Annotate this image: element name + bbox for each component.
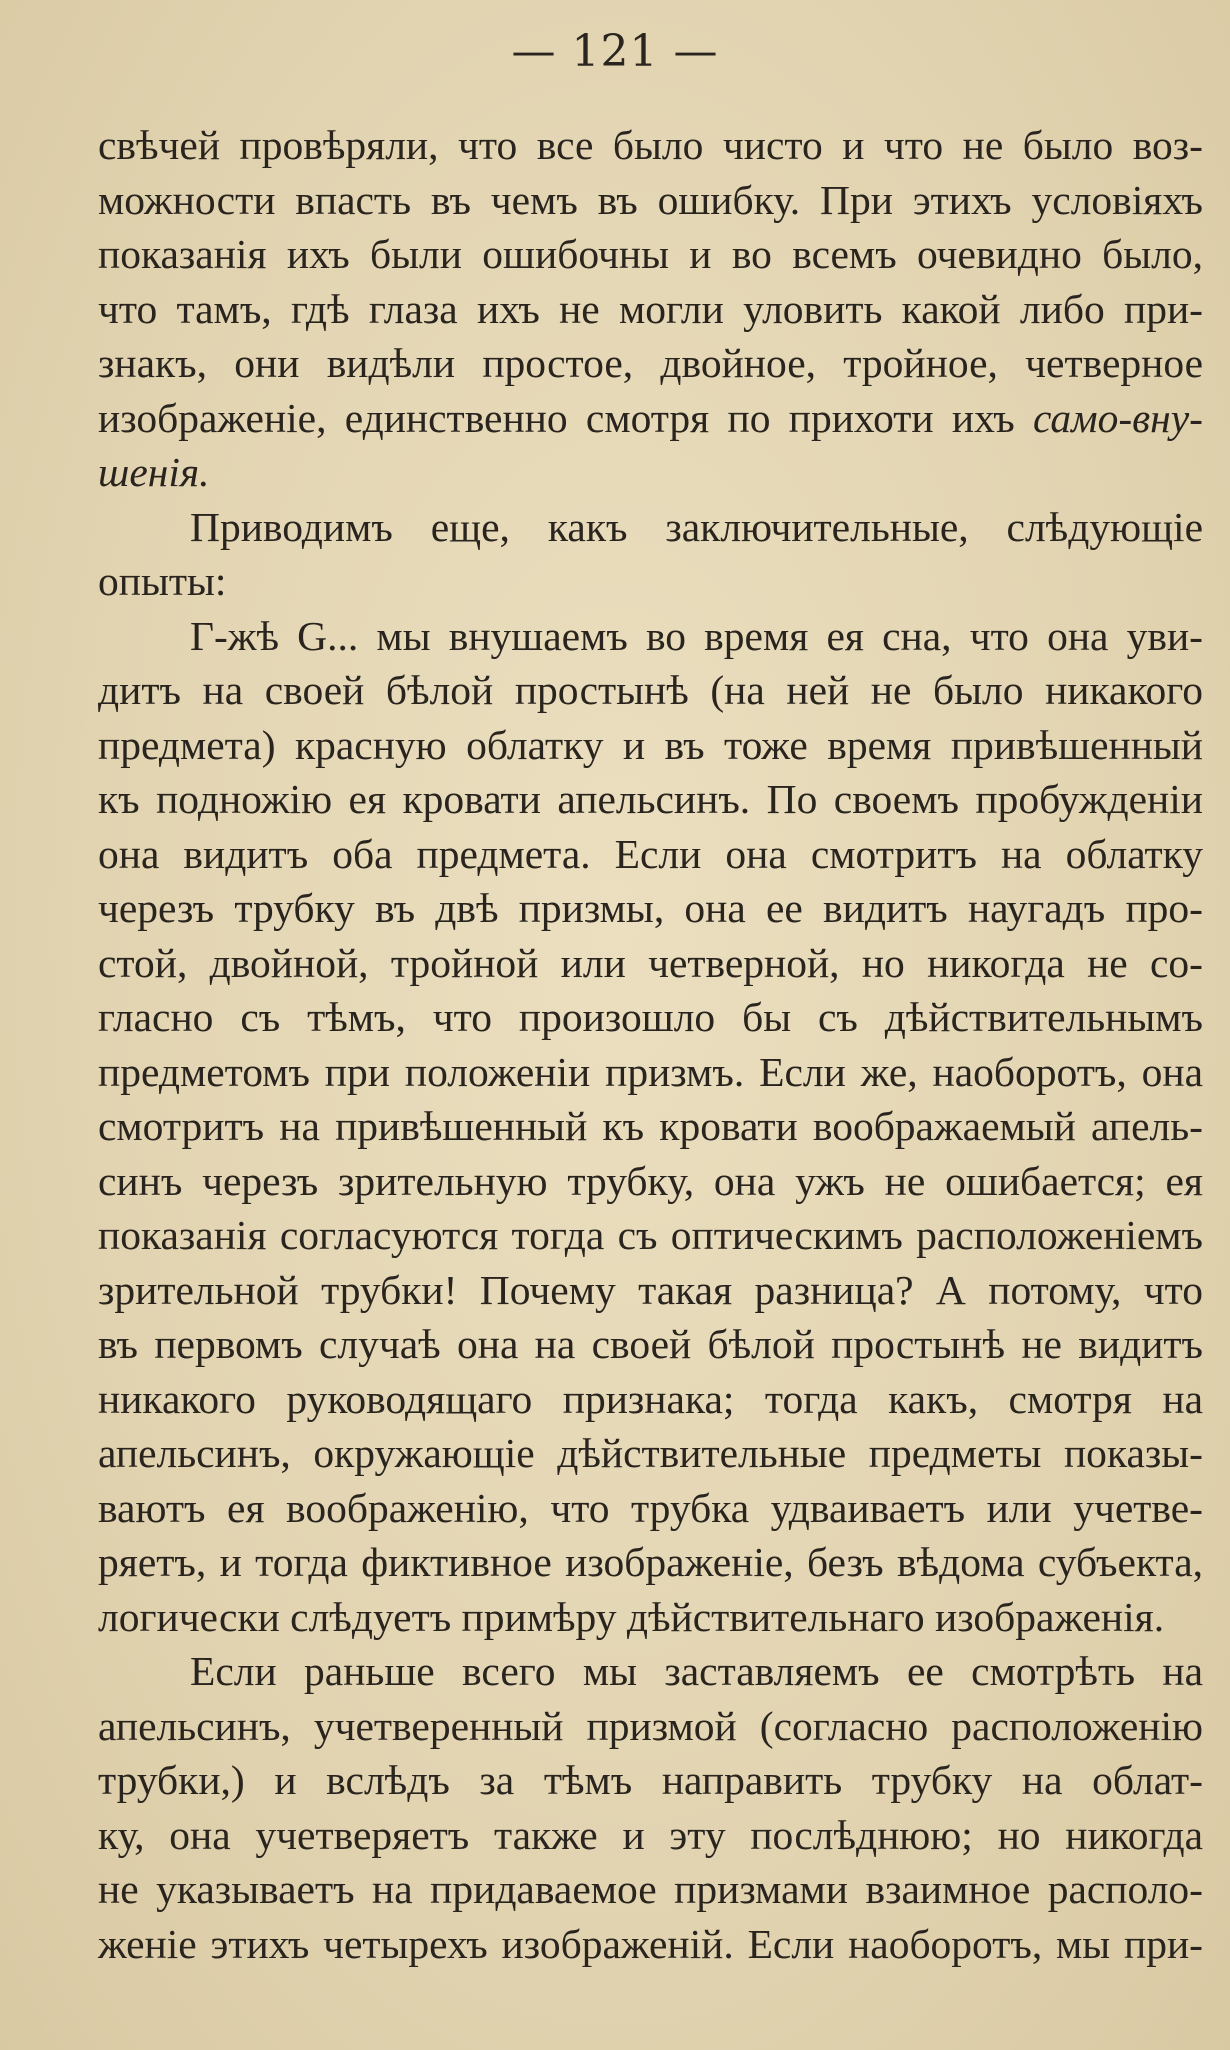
- text-line: [98, 1917, 1203, 1972]
- text-line: [98, 1808, 1203, 1863]
- line-text: опыты:: [98, 558, 227, 604]
- line-text: синъ черезъ зрительную трубку, она ужъ не ошибается; ея: [98, 1157, 1203, 1204]
- text-line: [98, 500, 1203, 555]
- text-line: [98, 1753, 1203, 1808]
- text-line: [98, 1263, 1203, 1318]
- paragraph: [98, 500, 1203, 609]
- line-text: показанія ихъ были ошибочны и во всемъ очевидно было,: [98, 231, 1203, 277]
- line-text: предметомъ при положеніи призмъ. Если же, наоборотъ, она: [98, 1048, 1203, 1095]
- line-text: можности впасть въ чемъ въ ошибку. При этихъ условіяхъ: [98, 176, 1203, 223]
- text-line: [98, 1045, 1203, 1100]
- text-line: [98, 936, 1203, 991]
- line-text: показанія согласуются тогда съ оптическимъ расположеніемъ: [98, 1212, 1203, 1258]
- line-text: стой, двойной, тройной или четверной, но никогда не со-: [98, 939, 1203, 986]
- text-line: [98, 1481, 1203, 1536]
- line-text: ряетъ, и тогда фиктивное изображеніе, безъ вѣдома субъекта,: [98, 1539, 1203, 1585]
- text-line: [98, 1208, 1203, 1263]
- text-line: [98, 1699, 1203, 1754]
- text-line: [98, 990, 1203, 1045]
- line-text: что тамъ, гдѣ глаза ихъ не могли уловить какой либо при-: [98, 285, 1203, 332]
- line-text: черезъ трубку въ двѣ призмы, она ее видитъ наугадъ про-: [98, 885, 1203, 931]
- body-text: [98, 118, 1203, 1971]
- text-line: [98, 173, 1203, 228]
- text-line: [98, 1644, 1203, 1699]
- line-text: трубки,) и вслѣдъ за тѣмъ направить трубку на облат-: [98, 1757, 1203, 1803]
- text-line: [98, 1426, 1203, 1481]
- text-line: [98, 1535, 1203, 1590]
- text-line: [98, 282, 1203, 337]
- line-text: она видитъ оба предмета. Если она смотритъ на облатку: [98, 830, 1203, 877]
- text-line: [98, 1099, 1203, 1154]
- line-text: гласно съ тѣмъ, что произошло бы съ дѣйствительнымъ: [98, 994, 1203, 1040]
- line-text: ваютъ ея воображенію, что трубка удваиваетъ или учетве-: [98, 1484, 1203, 1531]
- text-line: [98, 718, 1203, 773]
- text-line: [98, 227, 1203, 282]
- italic-text: само-вну-: [1033, 394, 1203, 441]
- text-line: [98, 1372, 1203, 1427]
- line-text: логически слѣдуетъ примѣру дѣйствительнаго изображенія.: [98, 1593, 1165, 1640]
- line-text: никакого руководящаго признака; тогда какъ, смотря на: [98, 1375, 1203, 1422]
- text-line: [98, 391, 1203, 446]
- text-line: [98, 118, 1203, 173]
- text-line: [98, 609, 1203, 664]
- line-text: апельсинъ, окружающіе дѣйствительные предметы показы-: [98, 1430, 1203, 1476]
- line-text: дитъ на своей бѣлой простынѣ (на ней не было никакого: [98, 667, 1203, 713]
- line-text: смотритъ на привѣшенный къ кровати воображаемый апель-: [98, 1103, 1203, 1149]
- text-line: [98, 445, 1203, 500]
- line-text: не указываетъ на придаваемое призмами взаимное располо-: [98, 1866, 1203, 1912]
- text-line: [98, 1590, 1203, 1645]
- text-line: [98, 1317, 1203, 1372]
- line-text: Если раньше всего мы заставляемъ ее смотрѣть на: [190, 1648, 1203, 1694]
- paragraph: [98, 118, 1203, 500]
- line-text: женіе этихъ четырехъ изображеній. Если наоборотъ, мы при-: [98, 1920, 1203, 1967]
- line-text: Г-жѣ G... мы внушаемъ во время ея сна, что она уви-: [190, 612, 1203, 659]
- line-text: ку, она учетверяетъ также и эту послѣднюю; но никогда: [98, 1811, 1203, 1858]
- text-line: [98, 554, 1203, 609]
- line-text: Приводимъ еще, какъ заключительные, слѣдующіе: [190, 503, 1203, 550]
- text-line: [98, 772, 1203, 827]
- line-text: предмета) красную облатку и въ тоже время привѣшенный: [98, 721, 1203, 768]
- line-text: изображеніе, единственно смотря по прихоти ихъ: [98, 394, 1033, 441]
- italic-text: шенія.: [98, 449, 210, 495]
- text-line: [98, 663, 1203, 718]
- text-line: [98, 1862, 1203, 1917]
- text-line: [98, 827, 1203, 882]
- paragraph: [98, 1644, 1203, 1971]
- text-line: [98, 1154, 1203, 1209]
- line-text: зрительной трубки! Почему такая разница? А потому, что: [98, 1266, 1203, 1313]
- line-text: апельсинъ, учетверенный призмой (согласно расположенію: [98, 1702, 1203, 1749]
- text-line: [98, 881, 1203, 936]
- line-text: свѣчей провѣряли, что все было чисто и что не было воз-: [98, 122, 1203, 168]
- paragraph: [98, 609, 1203, 1645]
- text-line: [98, 336, 1203, 391]
- line-text: знакъ, они видѣли простое, двойное, тройное, четверное: [98, 340, 1203, 386]
- page-number: — 121 —: [511, 26, 719, 77]
- line-text: къ подножію ея кровати апельсинъ. По своемъ пробужденіи: [98, 776, 1203, 822]
- line-text: въ первомъ случаѣ она на своей бѣлой простынѣ не видитъ: [98, 1321, 1203, 1367]
